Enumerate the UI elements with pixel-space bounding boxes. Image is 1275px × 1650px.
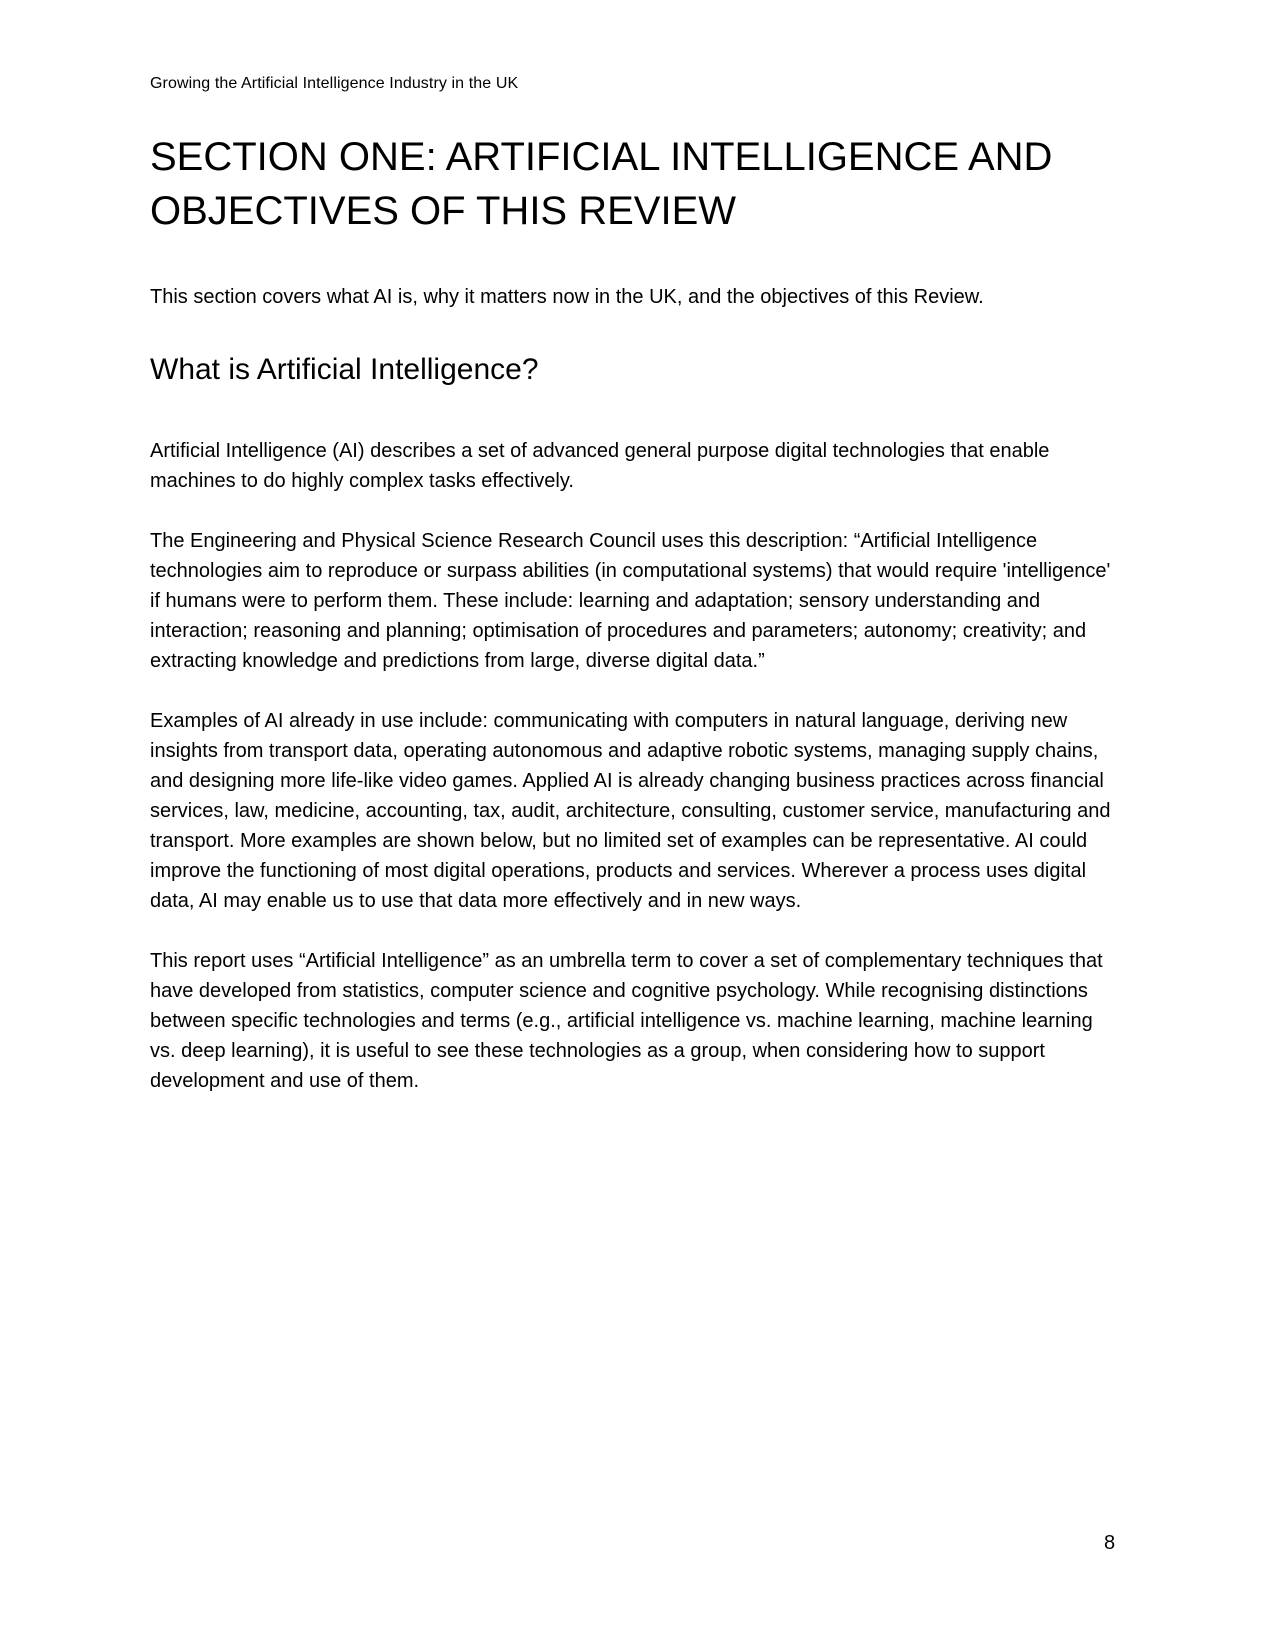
section-title-line-1: SECTION ONE: ARTIFICIAL INTELLIGENCE AND [150,135,1053,179]
body-text [150,436,1115,1126]
section-intro: This section covers what AI is, why it matters now in the UK, and the objectives of this Review. [150,286,984,308]
paragraph-epsrc-description: The Engineering and Physical Science Research Council uses this description: “Artificial Intelligence technologies aim to reproduce or surpass abilities (in computational systems) that would require 'intelligence' if humans were to perform them. These include: learning and adaptation; sensory understanding and interaction; reasoning and planning; optimisation of procedures and parameters; autonomy; creativity; and extracting knowledge and predictions from large, diverse digital data.” [150,530,1111,672]
paragraph-ai-definition: Artificial Intelligence (AI) describes a set of advanced general purpose digital technologies that enable machines to do highly complex tasks effectively. [150,440,1050,492]
running-header: Growing the Artificial Intelligence Industry in the UK [150,75,519,92]
section-title-line-2: OBJECTIVES OF THIS REVIEW [150,189,737,233]
page-number: 8 [1104,1532,1116,1554]
paragraph-ai-examples: Examples of AI already in use include: communicating with computers in natural language, deriving new insights from transport data, operating autonomous and adaptive robotic systems, managing supply chains, and designing more life-like video games. Applied AI is already changing business practices across financial services, law, medicine, accounting, tax, audit, architecture, consulting, customer service, manufacturing and transport. More examples are shown below, but no limited set of examples can be representative. AI could improve the functioning of most digital operations, products and services. Wherever a process uses digital data, AI may enable us to use that data more effectively and in new ways. [150,710,1111,912]
paragraph-umbrella-term: This report uses “Artificial Intelligence” as an umbrella term to cover a set of complementary techniques that have developed from statistics, computer science and cognitive psychology. While recognising distinctions between specific technologies and terms (e.g., artificial intelligence vs. machine learning, machine learning vs. deep learning), it is useful to see these technologies as a group, when considering how to support development and use of them. [150,950,1103,1092]
subsection-heading: What is Artificial Intelligence? [150,353,539,386]
section-title [150,130,1150,238]
